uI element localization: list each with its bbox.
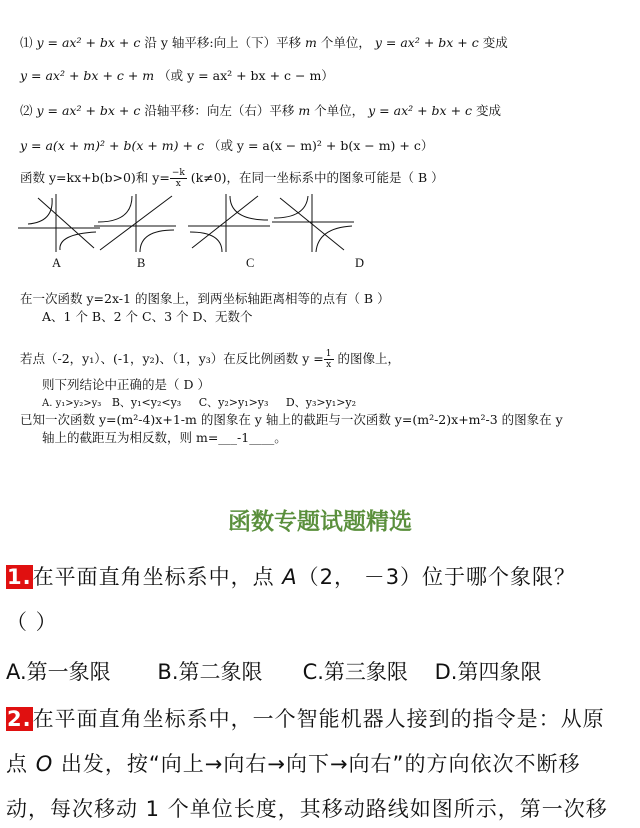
shift-rule-vertical (20, 33, 508, 51)
question-graph-choice (20, 168, 444, 189)
equation: y = ax² + bx + c (374, 35, 479, 50)
graph-b (92, 190, 178, 254)
text: 点 (6, 752, 36, 776)
text: 沿轴平移：向左（右）平移 (140, 103, 299, 118)
question-intercept-cont: 轴上的截距互为相反数，则 m=___-1____。 (42, 430, 287, 445)
question-2-line3: 动，每次移动 1 个单位长度，其移动路线如图所示，第一次移 (6, 797, 608, 821)
equation: y = ax² + bx + c (36, 35, 141, 50)
point-label: O (35, 752, 54, 776)
text: 在平面直角坐标系中，一个智能机器人接到的指令是：从原 (32, 707, 605, 731)
section-title: 函数专题试题精选 (228, 509, 412, 535)
shift-rule-horizontal (20, 101, 501, 119)
shifted-equation-vertical (20, 66, 334, 84)
text: 若点（-2，y₁）、(-1，y₂)、（1，y₃）在反比例函数 y = (20, 351, 324, 366)
graph-label-c: C (246, 256, 255, 270)
text: 出发，按“向上→向右→向下→向右”的方向依次不断移 (53, 752, 581, 776)
question-equidistant-options: A、1 个 B、2 个 C、3 个 D、无数个 (42, 309, 253, 324)
question-inverse (20, 349, 400, 370)
text: （2， －3）位于哪个象限？ (297, 565, 577, 589)
option-b: B.第二象限 (157, 660, 263, 684)
fraction: $\frac{-k}{x}$ (171, 168, 185, 189)
question-1-paren: （ ） (6, 610, 58, 634)
shifted-equation-horizontal (20, 136, 433, 154)
text: (k≠0)，在同一坐标系中的图象可能是（ B ） (186, 170, 444, 185)
question-2-line2 (6, 748, 580, 778)
fraction: $\frac{1}{x}$ (325, 349, 332, 370)
text: 个单位， (316, 35, 375, 50)
equation-alt: （或 y = a(x − m)² + b(x − m) + c） (207, 138, 434, 153)
question-number: 2. (7, 707, 32, 731)
graph-c (186, 190, 272, 254)
question-equidistant: 在一次函数 y=2x-1 的图象上，到两坐标轴距离相等的点有（ B ） (20, 291, 390, 306)
text: 沿 y 轴平移:向上（下）平移 (140, 35, 306, 50)
equation-alt: （或 y = ax² + bx + c − m） (158, 68, 334, 83)
equation: y = ax² + bx + c (368, 103, 473, 118)
option-a: A.第一象限 (6, 660, 111, 684)
text: 个单位， (310, 103, 369, 118)
item-marker: ⑴ (20, 35, 37, 50)
variable: m (298, 103, 311, 118)
question-1 (6, 561, 576, 591)
option-d: D、y₃>y₁>y₂ (285, 396, 357, 409)
equation: y = ax² + bx + c + m (20, 68, 155, 83)
text: 函数 y=kx+b(b>0)和 y= (20, 170, 170, 185)
graph-label-a: A (52, 256, 62, 270)
text: 变成 (472, 103, 502, 118)
question-intercept: 已知一次函数 y=(m²-4)x+1-m 的图象在 y 轴上的截距与一次函数 y=(m²-2)x+m²-3 的图象在 y (20, 412, 563, 427)
question-number: 1. (7, 565, 32, 589)
text: 的图像上， (333, 351, 400, 366)
variable: m (305, 35, 317, 50)
question-2 (6, 703, 605, 733)
question-inverse-prompt: 则下列结论中正确的是（ D ） (42, 377, 210, 392)
equation: y = a(x + m)² + b(x + m) + c (20, 138, 204, 153)
question-1-options (6, 656, 541, 686)
option-c: C.第三象限 (302, 660, 408, 684)
option-c: C、y₂>y₁>y₃ (198, 396, 269, 409)
equation: y = ax² + bx + c (36, 103, 141, 118)
graph-label-d: D (355, 256, 365, 270)
item-marker: ⑵ (20, 103, 37, 118)
graph-d (270, 190, 356, 254)
question-inverse-options (42, 394, 356, 410)
option-d: D.第四象限 (434, 660, 542, 684)
graph-label-b: B (137, 256, 146, 270)
point-label: A (282, 565, 298, 589)
text: 在平面直角坐标系中，点 (32, 565, 283, 589)
option-b: B、y₁<y₂<y₃ (111, 396, 182, 409)
graph-a (16, 190, 102, 254)
text: 变成 (478, 35, 508, 50)
option-a: A. y₁>y₂>y₃ (42, 398, 102, 409)
